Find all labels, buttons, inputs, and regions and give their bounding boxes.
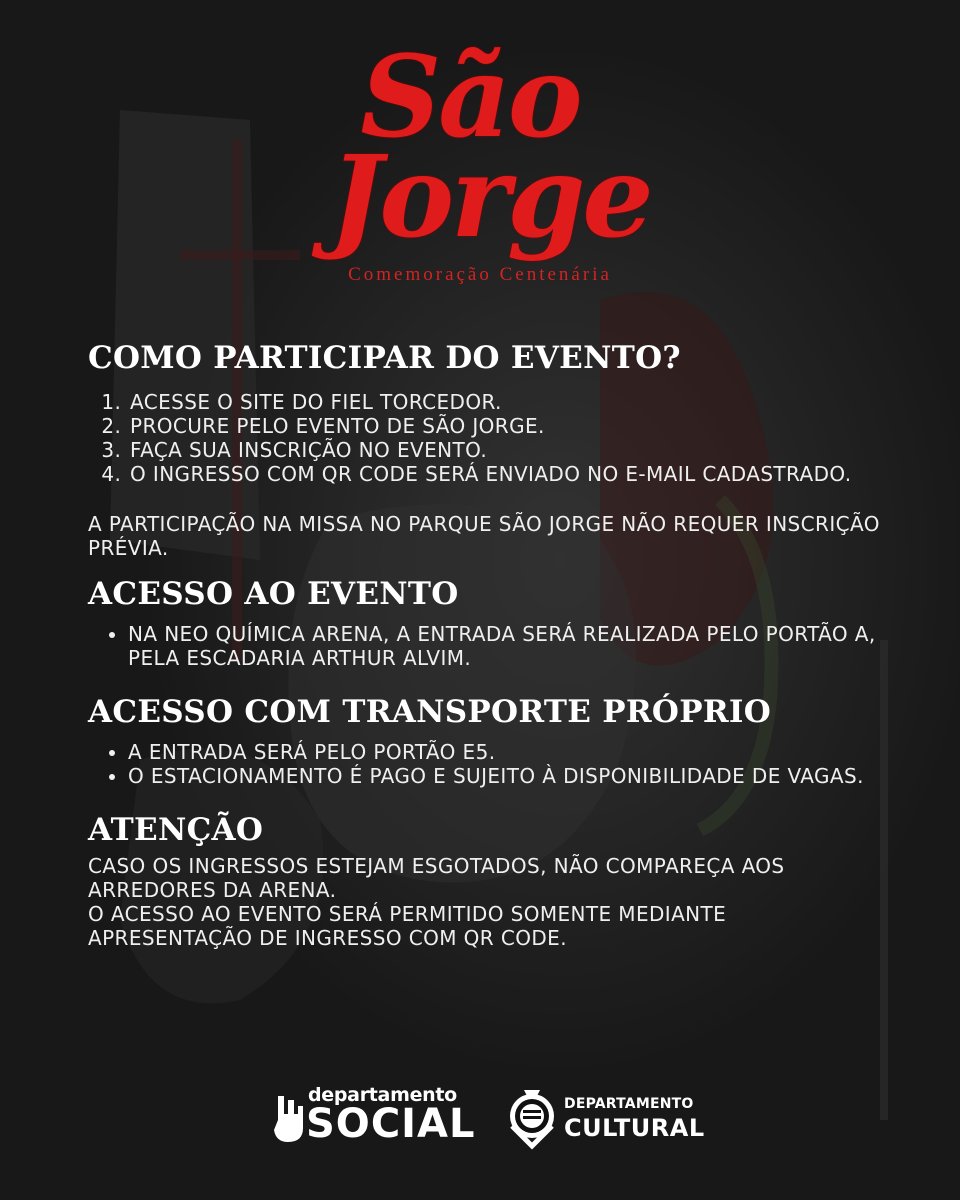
transport-list (88, 740, 888, 788)
cultural-logo-top-text: DEPARTAMENTO (564, 1096, 694, 1112)
title-line-1: São (360, 32, 580, 163)
social-logo-top-text: departamento (308, 1084, 457, 1106)
footer-logos (0, 1084, 960, 1154)
list-item: • O ESTACIONAMENTO É PAGO E SUJEITO À DISPONIBILIDADE DE VAGAS. (128, 764, 888, 788)
participate-steps (88, 390, 888, 486)
departamento-cultural-logo (506, 1086, 706, 1152)
attention-section (88, 810, 888, 950)
list-item: • NA NEO QUÍMICA ARENA, A ENTRADA SERÁ REALIZADA PELO PORTÃO A, PELA ESCADARIA ARTHUR ALVIM. (128, 622, 888, 670)
event-title (0, 32, 960, 286)
access-section (88, 574, 888, 670)
social-logo-main-text: SOCIAL (306, 1101, 476, 1147)
access-list (88, 622, 888, 670)
access-heading: ACESSO AO EVENTO (88, 576, 459, 612)
title-line-2: Jorge (329, 132, 651, 263)
attention-line-2: O ACESSO AO EVENTO SERÁ PERMITIDO SOMENTE MEDIANTE APRESENTAÇÃO DE INGRESSO COM QR CODE. (88, 902, 727, 950)
list-item: • A ENTRADA SERÁ PELO PORTÃO E5. (128, 740, 888, 764)
step-item: 1. ACESSE O SITE DO FIEL TORCEDOR. (128, 390, 888, 414)
transport-section (88, 692, 888, 788)
attention-line-1: CASO OS INGRESSOS ESTEJAM ESGOTADOS, NÃO COMPAREÇA AOS ARREDORES DA ARENA. (88, 854, 785, 902)
mass-note: A PARTICIPAÇÃO NA MISSA NO PARQUE SÃO JORGE NÃO REQUER INSCRIÇÃO PRÉVIA. (88, 512, 880, 560)
step-item: 4. O INGRESSO COM QR CODE SERÁ ENVIADO NO E-MAIL CADASTRADO. (128, 462, 888, 486)
transport-heading: ACESSO COM TRANSPORTE PRÓPRIO (88, 694, 772, 730)
event-info (88, 338, 888, 950)
hand-icon (272, 1092, 304, 1144)
step-item: 3. FAÇA SUA INSCRIÇÃO NO EVENTO. (128, 438, 888, 462)
attention-text (88, 854, 888, 950)
departamento-social-logo (272, 1084, 492, 1150)
attention-heading: ATENÇÃO (88, 812, 264, 848)
event-subtitle: Comemoração Centenária (348, 264, 612, 285)
cultural-logo-main-text: CULTURAL (564, 1114, 705, 1142)
corinthians-crest-icon (506, 1086, 558, 1150)
participate-section (88, 338, 888, 560)
participate-heading: COMO PARTICIPAR DO EVENTO? (88, 340, 681, 376)
step-item: 2. PROCURE PELO EVENTO DE SÃO JORGE. (128, 414, 888, 438)
